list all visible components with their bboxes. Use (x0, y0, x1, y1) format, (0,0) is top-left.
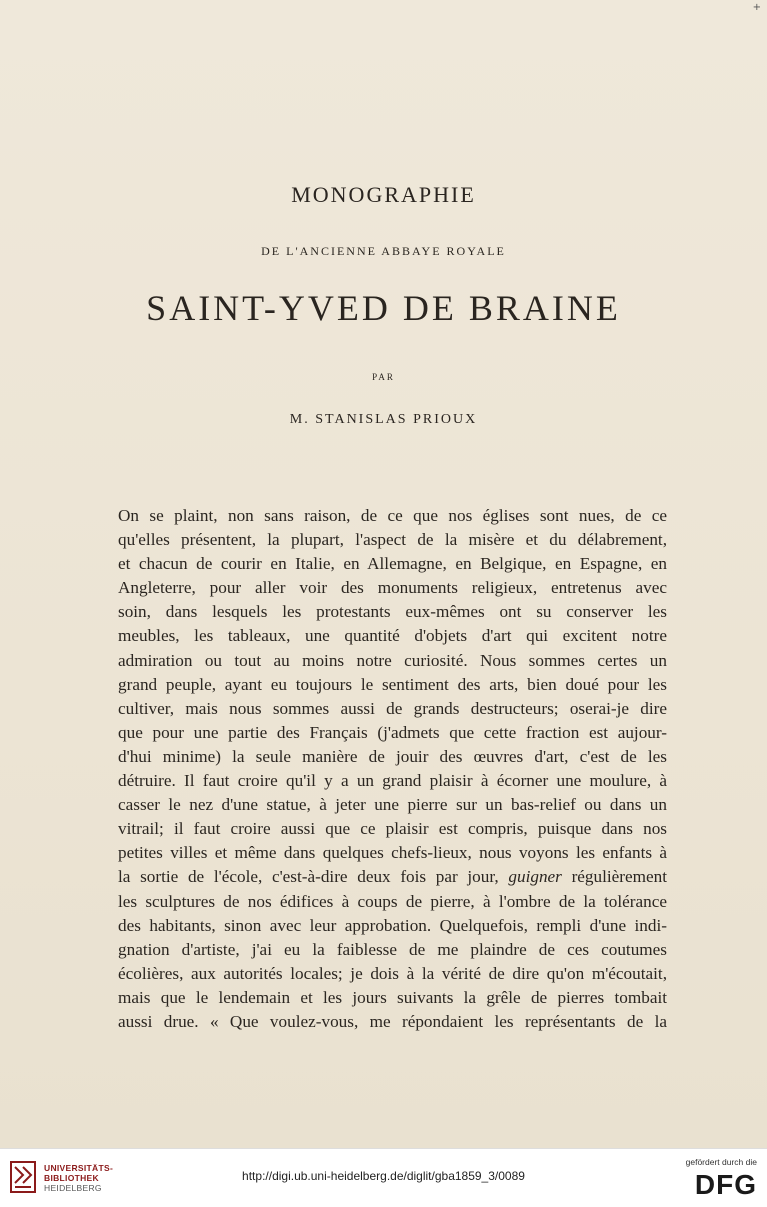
body-line: et chacun de courir en Italie, en Allemagne, en Belgique, en Espagne, en (118, 554, 667, 574)
title-monographie: MONOGRAPHIE (291, 182, 476, 207)
body-line: vitrail; il faut croire aussi que ce plaisir est compris, puisque dans nos (118, 819, 667, 839)
body-line: les sculptures de nos édifices à coups de pierre, à l'ombre de la tolérance (118, 891, 667, 911)
body-line: grand peuple, ayant eu toujours le sentiment des arts, bien doué pour les (118, 674, 667, 694)
title-main: SAINT-YVED DE BRAINE (146, 288, 621, 328)
body-line: détruire. Il faut croire qu'il y a un grand plaisir à écorner une moulure, à (118, 771, 667, 791)
title-subtitle: DE L'ANCIENNE ABBAYE ROYALE (261, 244, 506, 258)
title-par: PAR (372, 372, 395, 382)
body-line: petites villes et même dans quelques chefs-lieux, nous voyons les enfants à (118, 843, 667, 863)
body-line: aussi drue. « Que voulez-vous, me répondaient les représentants de la (118, 1011, 667, 1031)
dfg-logo[interactable]: DFG (694, 1169, 757, 1200)
corner-mark: + (752, 2, 761, 13)
logo-line-2: BIBLIOTHEK (44, 1173, 99, 1183)
body-line-with-italic (118, 865, 667, 889)
title-author: M. STANISLAS PRIOUX (289, 412, 478, 427)
body-line: que pour une partie des Français (j'admets que cette fraction est aujour- (118, 722, 667, 742)
sponsor-label: gefördert durch die (685, 1157, 757, 1167)
body-line: d'hui minime) la seule manière de jouir des œuvres d'art, c'est de les (118, 746, 667, 766)
body-line-start: la sortie de l'école, c'est-à-dire deux fois par jour, (118, 867, 499, 887)
body-text (118, 504, 667, 1034)
footer-bar (0, 1148, 767, 1207)
body-line: meubles, les tableaux, une quantité d'objets d'art qui excitent notre (118, 626, 667, 646)
body-line: écolières, aux autorités locales; je dois à la vérité de dire qu'on m'écoutait, (118, 963, 667, 983)
permalink-url[interactable]: http://digi.ub.uni-heidelberg.de/diglit/gba1859_3/0089 (242, 1169, 525, 1183)
logo-line-3: HEIDELBERG (44, 1183, 102, 1193)
body-line-end: régulièrement (571, 867, 668, 887)
body-line: des habitants, sinon avec leur approbation. Quelquefois, rempli d'une indi- (118, 915, 667, 935)
logo-line-1: UNIVERSITÄTS- (44, 1163, 114, 1173)
body-line: mais que le lendemain et les jours suivants la grêle de pierres tombait (118, 987, 667, 1007)
body-line: qu'elles présentent, la plupart, l'aspect de la misère et du délabrement, (118, 530, 667, 550)
italic-word: guigner (508, 867, 562, 887)
body-line: casser le nez d'une statue, à jeter une pierre sur un bas-relief ou dans un (118, 795, 667, 815)
body-line: gnation d'artiste, j'ai eu la faiblesse de me plaindre de ces coutumes (118, 939, 667, 959)
body-line: On se plaint, non sans raison, de ce que nos églises sont nues, de ce (118, 506, 667, 525)
body-line: admiration ou tout au moins notre curiosité. Nous sommes certes un (118, 650, 667, 670)
body-line: Angleterre, pour aller voir des monuments religieux, entretenus avec (118, 578, 667, 598)
body-line: soin, dans lesquels les protestants eux-mêmes ont su conserver les (118, 602, 667, 622)
body-line: cultiver, mais nous sommes aussi de grands destructeurs; oserai-je dire (118, 698, 667, 718)
